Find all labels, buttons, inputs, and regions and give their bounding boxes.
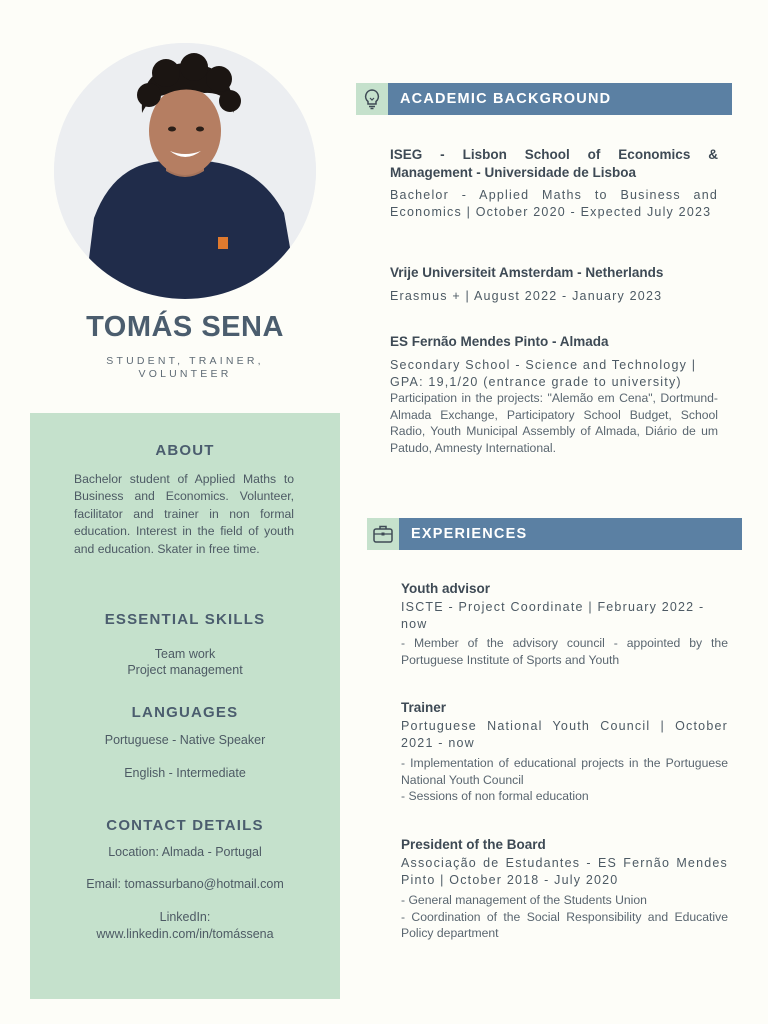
skill-item: Team work [154, 647, 216, 661]
contact-heading: CONTACT DETAILS [106, 817, 264, 834]
degree-details: Bachelor - Applied Maths to Business and Economics | October 2020 - Expected July 2023 [390, 188, 718, 219]
academic-title: ACADEMIC BACKGROUND [400, 91, 612, 107]
sidebar-panel [30, 413, 340, 999]
experience-description: - Implementation of educational projects in the Portuguese National Youth Council [401, 756, 728, 787]
academic-entry [390, 333, 718, 456]
experience-org: Associação de Estudantes - ES Fernão Mendes Pinto | October 2018 - July 2020 [401, 856, 728, 887]
academic-header [356, 83, 732, 115]
skills-list [30, 646, 340, 678]
experience-description: - Coordination of the Social Responsibility and Educative Policy department [401, 909, 728, 940]
school-name: Vrije Universiteit Amsterdam - Netherlands [390, 265, 664, 280]
school-name: ISEG - Lisbon School of Economics & Management - Universidade de Lisboa [390, 147, 718, 180]
experiences-header [367, 518, 742, 550]
degree-details: Erasmus + | August 2022 - January 2023 [390, 289, 663, 303]
school-description: Participation in the projects: "Alemão em Cena", Dortmund-Almada Exchange, Participatory School Budget, School Radio, Youth Municipal Assembly of Almada, Diário de um Patudo, Amnesty International. [390, 391, 718, 455]
contact-email[interactable]: Email: tomassurbano@hotmail.com [86, 877, 284, 891]
experience-org: ISCTE - Project Coordinate | February 2022 - now [401, 600, 705, 631]
skills-heading: ESSENTIAL SKILLS [104, 611, 266, 628]
experience-description: - Sessions of non formal education [401, 789, 589, 803]
language-item: Portuguese - Native Speaker [104, 733, 266, 747]
about-heading: ABOUT [155, 442, 215, 459]
experience-entry [401, 699, 728, 805]
candidate-tagline: STUDENT, TRAINER, VOLUNTEER [106, 355, 264, 380]
skill-item: Project management [127, 663, 243, 677]
contact-location: Location: Almada - Portugal [108, 845, 262, 859]
experience-role: President of the Board [401, 837, 546, 852]
experience-description: - Member of the advisory council - appointed by the Portuguese Institute of Sports and Youth [401, 636, 728, 667]
about-text: Bachelor student of Applied Maths to Business and Economics. Volunteer, facilitator and trainer in non formal education. Interest in the field of youth and education. Skater in free time. [74, 472, 294, 556]
candidate-name: TOMÁS SENA [86, 311, 284, 343]
academic-entry [390, 146, 718, 220]
briefcase-icon [367, 518, 399, 550]
experience-entry [401, 836, 728, 942]
contact-linkedin-url[interactable]: www.linkedin.com/in/tomássena [96, 927, 274, 941]
languages-heading: LANGUAGES [131, 704, 239, 721]
lightbulb-icon [356, 83, 388, 115]
academic-entry [390, 264, 720, 305]
experience-role: Youth advisor [401, 581, 491, 596]
experience-entry [401, 580, 728, 668]
experience-role: Trainer [401, 700, 447, 715]
contact-linkedin-label: LinkedIn: [159, 910, 211, 924]
experience-description: - General management of the Students Union [401, 893, 647, 907]
school-name: ES Fernão Mendes Pinto - Almada [390, 334, 609, 349]
language-item: English - Intermediate [124, 766, 246, 780]
experiences-title: EXPERIENCES [411, 526, 528, 542]
profile-photo [54, 43, 316, 299]
degree-details: Secondary School - Science and Technology | GPA: 19,1/20 (entrance grade to university) [390, 358, 697, 389]
experience-org: Portuguese National Youth Council | October 2021 - now [401, 719, 728, 750]
